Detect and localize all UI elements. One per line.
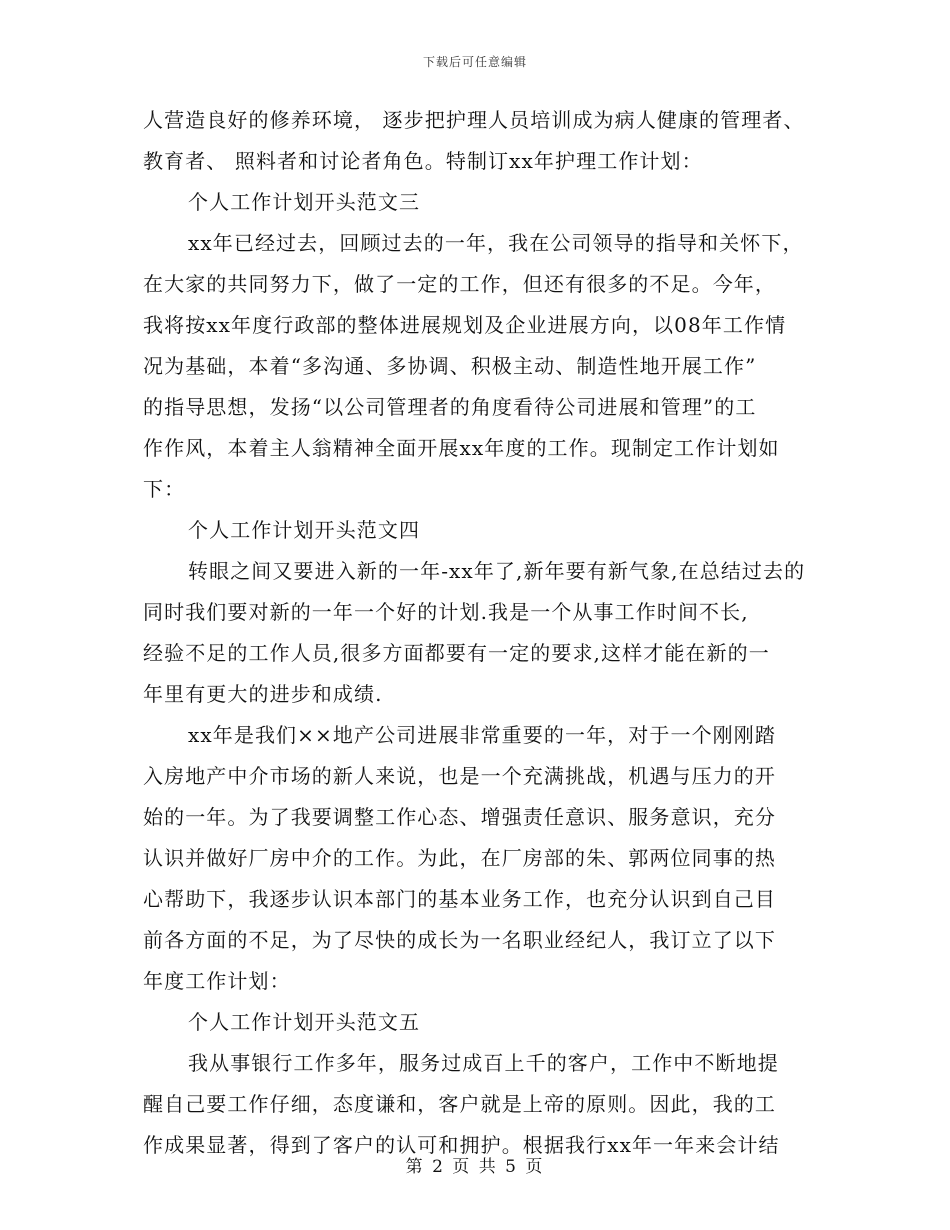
paragraph-start: 转眼之间又要进入新的一年-xx年了,新年要有新气象,在总结过去的 — [188, 559, 806, 583]
page-footer: 第 2 页 共 5 页 — [405, 1157, 545, 1177]
section-heading: 个人工作计划开头范文五 — [188, 1010, 421, 1034]
text-line: 况为基础，本着“多沟通、多协调、积极主动、制造性地开展工作” — [143, 354, 757, 378]
text-line: 在大家的共同努力下，做了一定的工作，但还有很多的不足。今年， — [143, 272, 776, 296]
text-line: 作成果显著，得到了客户的认可和拥护。根据我行xx年一年来会计结 — [143, 1133, 780, 1157]
text-line: 作作风，本着主人翁精神全面开展xx年度的工作。现制定工作计划如 — [143, 436, 780, 460]
text-line: 教育者、 照料者和讨论者角色。特制订xx年护理工作计划： — [143, 149, 703, 173]
section-heading: 个人工作计划开头范文三 — [188, 190, 421, 214]
page-header: 下载后可任意编辑 — [422, 55, 527, 69]
text-line: 经验不足的工作人员,很多方面都要有一定的要求,这样才能在新的一 — [143, 641, 770, 665]
text-line: 前各方面的不足，为了尽快的成长为一名职业经纪人，我订立了以下 — [143, 928, 776, 952]
text-line: 醒自己要工作仔细，态度谦和，客户就是上帝的原则。因此，我的工 — [143, 1092, 776, 1116]
text-line: 年度工作计划： — [143, 969, 291, 993]
paragraph-start: xx年是我们××地产公司进展非常重要的一年，对于一个刚刚踏 — [188, 723, 776, 747]
text-line: 始的一年。为了我要调整工作心态、增强责任意识、服务意识，充分 — [143, 805, 776, 829]
text-line: 人营造良好的修养环境， 逐步把护理人员培训成为病人健康的管理者、 — [143, 108, 805, 132]
text-line: 的指导思想，发扬“以公司管理者的角度看待公司进展和管理”的工 — [143, 395, 757, 419]
text-line: 认识并做好厂房中介的工作。为此，在厂房部的朱、郭两位同事的热 — [143, 846, 776, 870]
paragraph-start: xx年已经过去，回顾过去的一年，我在公司领导的指导和关怀下， — [188, 231, 804, 255]
text-line: 下： — [143, 477, 186, 501]
paragraph-start: 我从事银行工作多年，服务过成百上千的客户，工作中不断地提 — [188, 1051, 779, 1075]
text-line: 我将按xx年度行政部的整体进展规划及企业进展方向，以08年工作情 — [143, 313, 787, 337]
text-line: 同时我们要对新的一年一个好的计划.我是一个从事工作时间不长, — [143, 600, 749, 624]
text-line: 年里有更大的进步和成绩. — [143, 682, 383, 706]
document-body — [143, 100, 823, 1166]
text-line: 入房地产中介市场的新人来说，也是一个充满挑战，机遇与压力的开 — [143, 764, 776, 788]
text-line: 心帮助下，我逐步认识本部门的基本业务工作，也充分认识到自己目 — [143, 887, 776, 911]
section-heading: 个人工作计划开头范文四 — [188, 518, 421, 542]
